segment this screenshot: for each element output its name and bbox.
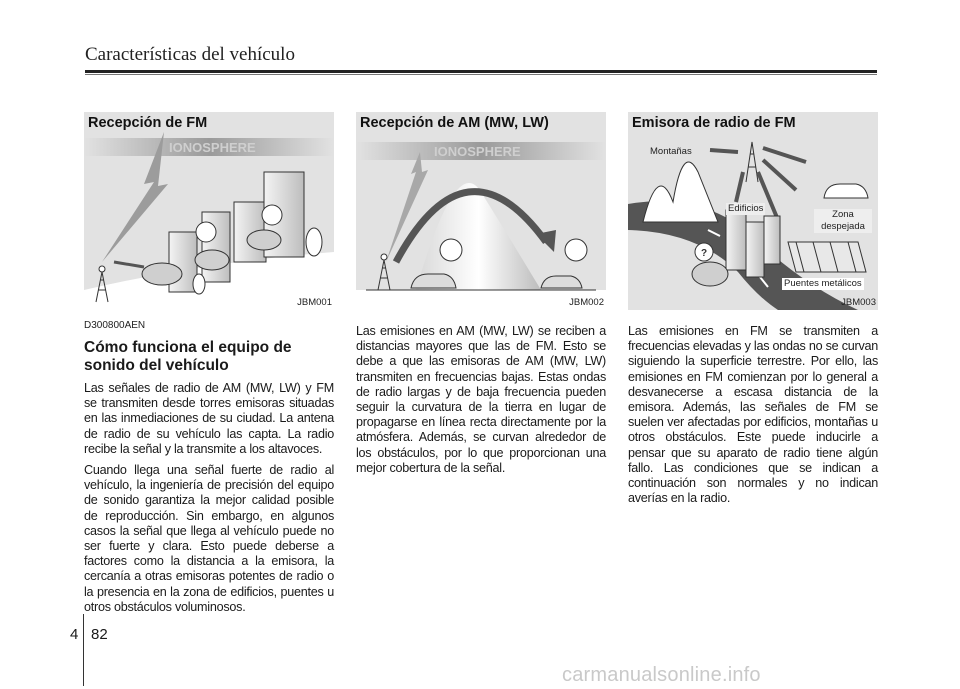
footer-rule [83,614,84,686]
question-mark: ? [701,248,708,259]
column-3 [628,112,878,506]
section-heading: Cómo funciona el equipo de sonido del vehículo [84,339,292,374]
am-reception-illustration [356,112,606,310]
column-2 [356,112,606,476]
car-2 [195,250,229,270]
header-rule [85,70,877,73]
page-number: 82 [91,626,108,643]
car-1 [142,263,182,285]
label-mountains: Montañas [650,146,692,157]
section-number: 4 [70,626,79,643]
clear-zone-car [824,184,868,198]
figure-fm-reception [84,112,334,310]
car-on-road [692,262,728,286]
figure-code: JBM002 [569,297,604,308]
figure-fm-station [628,112,878,310]
signal-bubble [440,239,462,261]
ionosphere-text: IONOSPHERE [169,140,256,155]
page-header-title: Características del vehículo [85,44,295,65]
watermark: carmanualsonline.info [562,664,761,686]
figure-code: JBM001 [297,297,332,308]
section-code: D300800AEN [84,320,146,331]
label-clear-zone: Zona despejada [814,209,872,233]
radio-tower [378,254,390,290]
radio-tower [746,142,758,182]
label-buildings: Edificios [728,203,764,214]
static-bubble [196,222,216,242]
metal-bridge [788,242,866,272]
paragraph: Las señales de radio de AM (MW, LW) y FM se transmiten desde torres emisoras situadas en las inmediaciones de su ciudad. La antena de radio de su vehículo las capta. La radio recibe la señal y la transmite a los altavoces. [84,381,334,456]
figure-code: JBM003 [841,297,876,308]
column-1 [84,112,334,615]
paragraph: Cuando llega una señal fuerte de radio al vehículo, la ingeniería de precisión del equipo de sonido garantiza la mejor calidad posible de reproducción. Sin embargo, en algunos casos la señal que llega al vehículo puede no ser fuerte y clara. Esto puede deberse a factores como la distancia a la emisora, la cercanía a otras emisoras potentes de radio o la presencia en la zona de edificios, puentes u otros obstáculos voluminosos. [84,463,334,614]
header-rule-thin [85,74,877,75]
figure-title: Recepción de FM [88,115,208,131]
signal-bubble-2 [565,239,587,261]
car-3 [247,230,281,250]
fm-reception-illustration [84,112,334,310]
paragraph: Las emisiones en AM (MW, LW) se reciben a distancias mayores que las de FM. Esto se debe a que las emisoras de AM (MW, LW) transmiten en frecuencias bajas. Estas ondas de radio largas y de baja frecuencia pueden seguir la curvatura de la tierra en lugar de propagarse en línea recta directamente por la atmósfera. Además, se curvan alrededor de los obstáculos, por lo que proporcionan una mejor cobertura de la señal. [356,324,606,475]
figure-am-reception [356,112,606,310]
static-bubble-2 [262,205,282,225]
figure-title: Recepción de AM (MW, LW) [360,115,549,131]
label-metal-bridges: Puentes metálicos [784,278,862,289]
ionosphere-text: IONOSPHERE [434,144,521,159]
mountains-shape [643,162,718,222]
signal-arrow [114,262,144,267]
figure-title: Emisora de radio de FM [632,115,796,131]
paragraph: Las emisiones en FM se transmiten a frecuencias elevadas y las ondas no se curvan siguiendo la superficie terrestre. Por ello, las emisiones en FM comienzan por lo general a desvanecerse a escasa distancia de la emisora. Además, las señales de FM se suelen ver afectadas por edificios, montañas u otros obstáculos. Este puede inducirle a pensar que su aparato de radio tiene algún fallo. Las condiciones que se indican a continuación son normales y no indican averías en la radio. [628,324,878,506]
car-2 [541,276,582,288]
car-1 [411,274,456,288]
